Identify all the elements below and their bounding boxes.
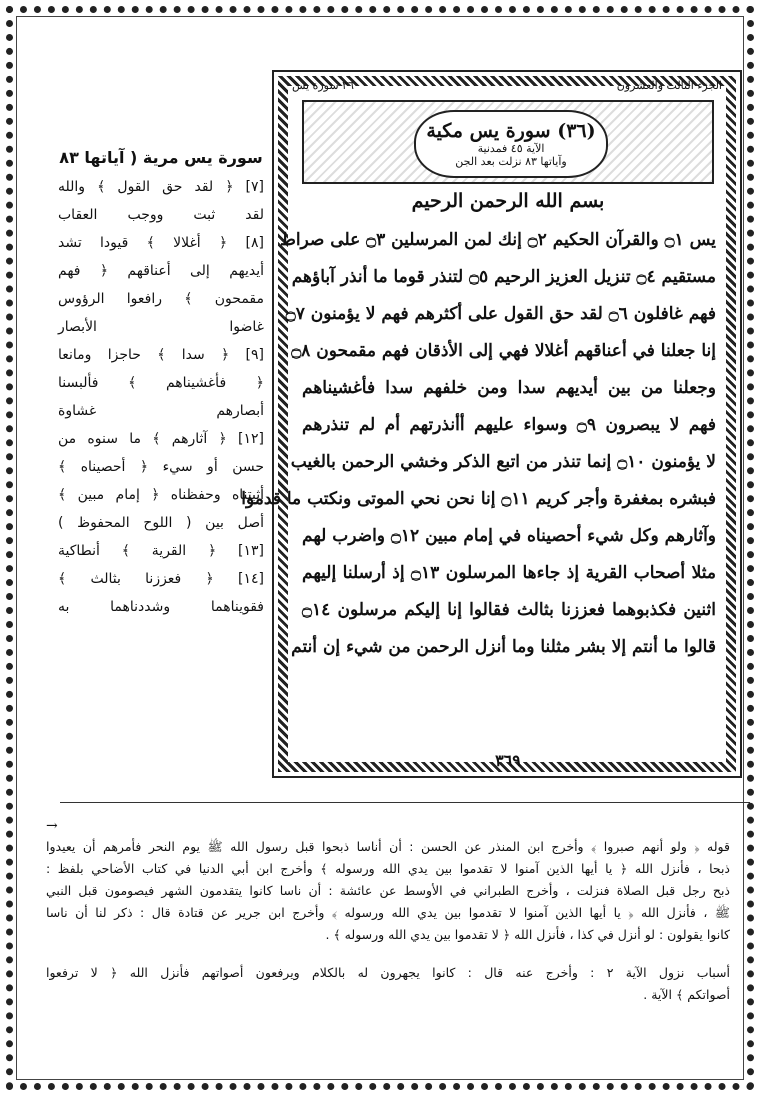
footnote-line: ذبح رجل قبل الصلاة فنزلت ، وأخرج الطبراني في الأوسط عن عائشة : أن ناسا كانوا يتقدمون الشهر فيصومون قبل النبي	[46, 883, 730, 898]
surah-banner	[302, 100, 714, 184]
tafsir-line: [١٢] ﴿ آثارهم ﴾ ما سنوه من	[58, 431, 264, 447]
verse-line: قالوا ما أنتم إلا بشر مثلنا وما أنزل الرحمن من شيء إن أنتم	[291, 637, 716, 657]
verse-line: مستقيم ۝٤ تنزيل العزيز الرحيم ۝٥ لتنذر قوما ما أنذر آباؤهم	[291, 267, 716, 287]
verse-line: يس ۝١ والقرآن الحكيم ۝٢ إنك لمن المرسلين ۝٣ على صراط	[280, 230, 716, 250]
tafsir-line: حسن أو سيء ﴿ أحصيناه ﴾	[58, 459, 264, 475]
page-number: ٣٦٩	[495, 751, 521, 770]
footnote-line: ذبحا ، فأنزل الله ﴿ يا أيها الذين آمنوا لا تقدموا بين يدي الله ورسوله ﴾ وأخرج ابن أبي الدنيا في كتاب الأضاحي بلفظ :	[46, 861, 730, 876]
verse-line: فهم غافلون ۝٦ لقد حق القول على أكثرهم فهم لا يؤمنون ۝٧	[285, 304, 716, 324]
tafsir-line: لقد ثبت ووجب العقاب	[58, 207, 264, 223]
mushaf-running-header	[292, 76, 722, 94]
footnote-line: أصواتكم ﴾ الآية .	[643, 987, 730, 1002]
tafsir-column	[58, 148, 264, 621]
verse-line: مثلا أصحاب القرية إذ جاءها المرسلون ۝١٣ إذ أرسلنا إليهم	[302, 563, 716, 583]
footnote-line: أسباب نزول الآية ٢ : وأخرج عنه قال : كانوا يجهرون له بالكلام ويرفعون أصواتهم فأنزل الله ﴿ لا ترفعوا	[46, 965, 730, 980]
verse-line: فهم لا يبصرون ۝٩ وسواء عليهم أأنذرتهم أم لم تنذرهم	[302, 415, 716, 435]
tafsir-line: مقمحون ﴾ رافعوا الرؤوس	[58, 291, 264, 307]
footnote-line: ﷺ ، فأنزل الله ﴿ يا أيها الذين آمنوا لا تقدموا بين يدي الله ورسوله ﴾ وأخرج ابن جرير عن قتادة قال : ذكر لنا أن ناسا	[46, 905, 730, 920]
continuation-arrow-icon: →	[46, 818, 58, 834]
verse-line: إنا جعلنا في أعناقهم أغلالا فهي إلى الأذقان فهم مقمحون ۝٨	[291, 341, 716, 361]
tafsir-line: [١٣] ﴿ القرية ﴾ أنطاكية	[58, 543, 264, 559]
footnote-line: كانوا يقولون : لو أنزل في كذا ، فأنزل الله ﴿ لا تقدموا بين يدي الله ورسوله ﴾ .	[325, 927, 730, 942]
verse-line: فبشره بمغفرة وأجر كريم ۝١١ إنا نحن نحي الموتى ونكتب ما قدموا	[241, 489, 716, 509]
tafsir-line: أصل بين ( اللوح المحفوظ )	[58, 515, 264, 531]
tafsir-line: [٨] ﴿ أغلالا ﴾ قيودا تشد	[58, 235, 264, 251]
tafsir-line: ﴿ فأغشيناهم ﴾ فألبسنا	[58, 375, 264, 391]
tafsir-line: غاضوا الأبصار	[58, 319, 264, 335]
surah-title: (٣٦) سورة يس مكية	[426, 120, 596, 142]
tafsir-line: فقويناهما وشددناهما به	[58, 599, 264, 615]
footnotes	[46, 836, 730, 1006]
tafsir-line: أيديهم إلى أعناقهم ﴿ فهم	[58, 263, 264, 279]
mushaf-page	[241, 70, 742, 778]
tafsir-title: سورة يس مرية ( آياتها ٨٣	[59, 148, 263, 167]
surah-info-2: وآياتها ٨٣ نزلت بعد الجن	[455, 155, 567, 168]
verse-line: لا يؤمنون ۝١٠ إنما تنذر من اتبع الذكر وخشي الرحمن بالغيب	[290, 452, 716, 472]
juz-label: الجزء الثالث والعشرون	[616, 78, 722, 92]
surah-header-label: ٣٦ سورة يس	[292, 78, 354, 92]
verse-line: وجعلنا من بين أيديهم سدا ومن خلفهم سدا فأغشيناهم	[302, 378, 716, 398]
tafsir-line: [٩] ﴿ سدا ﴾ حاجزا ومانعا	[58, 347, 264, 363]
verse-line: اثنين فكذبوهما فعززنا بثالث فقالوا إنا إليكم مرسلون ۝١٤	[302, 600, 716, 620]
verse-line: وآثارهم وكل شيء أحصيناه في إمام مبين ۝١٢ واضرب لهم	[302, 526, 716, 546]
basmala: بسم الله الرحمن الرحيم	[411, 190, 605, 212]
footnote-divider	[60, 802, 750, 803]
tafsir-line: أبصارهم غشاوة	[58, 403, 264, 419]
tafsir-line: أثبتناه وحفظناه ﴿ إمام مبين ﴾	[58, 487, 264, 503]
surah-cartouche	[414, 110, 608, 178]
tafsir-line: [٧] ﴿ لقد حق القول ﴾ والله	[58, 179, 264, 195]
surah-info-1: الآية ٤٥ فمدنية	[477, 142, 545, 155]
verse-lines	[241, 222, 716, 666]
footnote-gap	[46, 946, 730, 962]
footnote-line: قوله ﴿ ولو أنهم صبروا ﴾ وأخرج ابن المنذر عن الحسن : أن أناسا ذبحوا قبل رسول الله ﷺ يوم النحر فأمرهم أن يعيدوا	[46, 839, 730, 854]
tafsir-line: [١٤] ﴿ فعززنا بثالث ﴾	[58, 571, 264, 587]
